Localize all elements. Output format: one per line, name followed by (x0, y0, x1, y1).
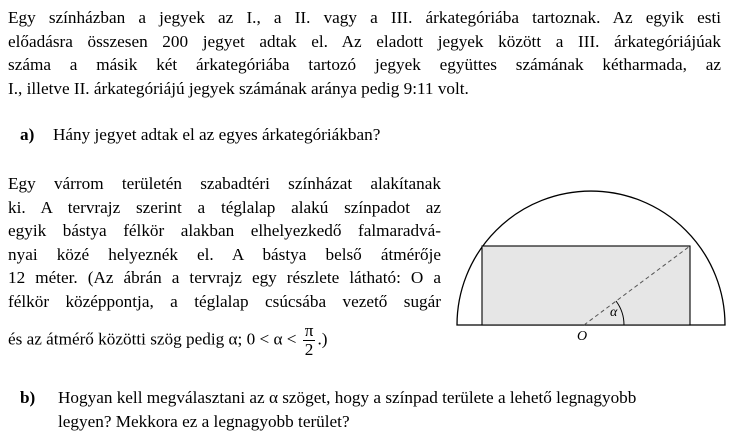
intro-paragraph (8, 6, 721, 100)
intro-line: előadásra összesen 200 jegyet adtak el. Az eladott jegyek között a III. árkategóriájúak (8, 31, 721, 51)
question-b-line2: legyen? Mekkora ez a legnagyobb terület? (58, 411, 350, 431)
castle-line: 12 méter. (Az ábrán a tervrajz egy részlete látható: O a (8, 268, 441, 287)
math-line-prefix: és az átmérő közötti szög pedig α; 0 < α < (8, 329, 297, 349)
question-a-label: a) (20, 125, 35, 144)
angle-label: α (610, 305, 618, 320)
castle-line: nyai közé helyeznék el. A bástya belső átmérője (8, 244, 441, 264)
fraction-denominator: 2 (304, 340, 314, 359)
castle-line: ki. A tervrajz szerint a téglalap alakú színpadot az (8, 197, 441, 217)
pi-over-two-fraction (303, 322, 316, 359)
center-label: O (577, 329, 588, 340)
castle-paragraph (8, 172, 441, 359)
castle-line: Egy várrom területén szabadtéri színházat alakítanak (8, 174, 441, 193)
semicircle-stage-figure (451, 190, 731, 340)
question-b (20, 386, 720, 433)
math-line-suffix: .) (317, 329, 328, 349)
question-a-text: Hány jegyet adtak el az egyes árkategóriákban? (53, 125, 381, 144)
question-b-label: b) (20, 388, 36, 407)
intro-line: száma a másik két árkategóriába tartozó jegyek együttes számának kétharmada, az (8, 55, 721, 74)
castle-line: egyik bástya félkör alakban elhelyezkedő falmaradvá- (8, 221, 441, 240)
castle-math-line (8, 322, 327, 359)
question-a (20, 123, 380, 147)
fraction-numerator: π (304, 321, 314, 340)
intro-line: Egy színházban a jegyek az I., a II. vagy a III. árkategóriába tartoznak. Az egyik esti (8, 8, 721, 27)
castle-line: félkör középpontja, a téglalap csúcsába vezető sugár (8, 291, 441, 311)
intro-line: I., illetve II. árkategóriájú jegyek számának aránya pedig 9:11 volt. (8, 78, 469, 98)
stage-rectangle (482, 246, 690, 325)
question-b-line1: Hogyan kell megválasztani az α szöget, hogy a színpad területe a lehető legnagyobb (58, 388, 637, 407)
